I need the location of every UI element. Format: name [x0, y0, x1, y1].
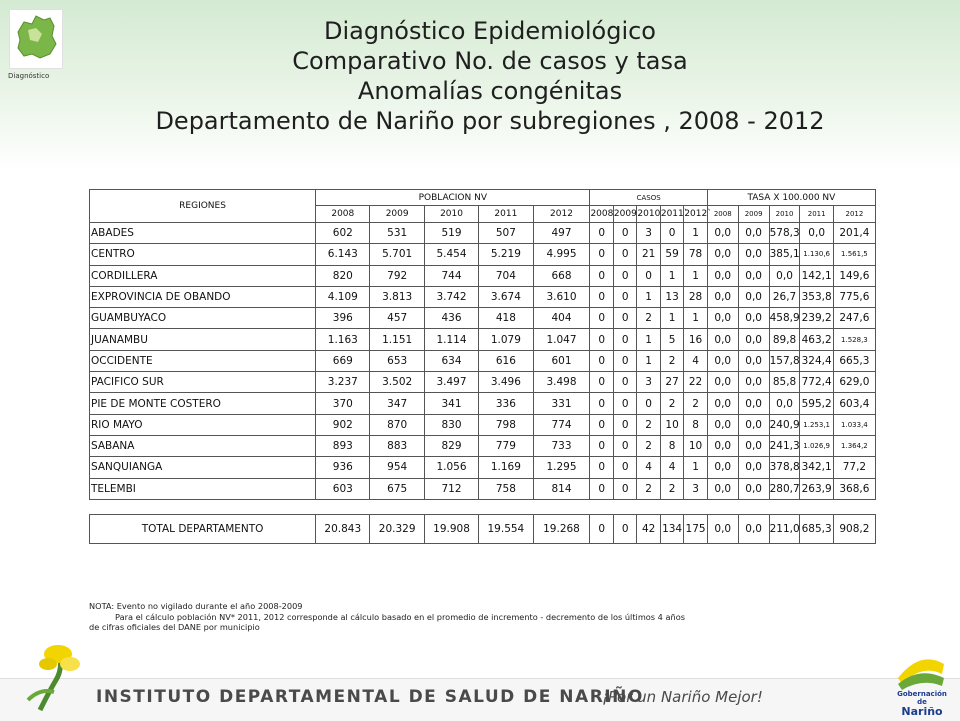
logo-caption: Diagnóstico [8, 72, 50, 80]
cases-cell: 0 [613, 265, 636, 286]
table-row [90, 435, 876, 456]
cases-cell: 1 [684, 457, 707, 478]
cases-cell: 0 [590, 286, 613, 307]
rate-cell: 0,0 [738, 514, 769, 543]
cases-cell: 13 [660, 286, 683, 307]
total-row [90, 514, 876, 543]
region-cell: CENTRO [90, 244, 316, 265]
rate-cell: 0,0 [738, 308, 769, 329]
cases-cell: 0 [590, 478, 613, 499]
institute-name: INSTITUTO DEPARTAMENTAL DE SALUD DE NARIÑO [96, 687, 644, 707]
cases-cell: 2 [684, 393, 707, 414]
region-cell: SANQUIANGA [90, 457, 316, 478]
rate-cell: 0,0 [738, 286, 769, 307]
rate-cell: 157,8 [769, 350, 800, 371]
rate-cell: 0,0 [738, 244, 769, 265]
region-cell: JUANAMBU [90, 329, 316, 350]
population-cell: 5.219 [479, 244, 533, 265]
population-cell: 436 [424, 308, 478, 329]
population-cell: 331 [533, 393, 590, 414]
population-year-header: 2010 [424, 206, 478, 223]
cases-cell: 0 [613, 372, 636, 393]
rate-cell: 629,0 [833, 372, 875, 393]
table-row [90, 223, 876, 244]
population-cell: 733 [533, 435, 590, 456]
region-cell: EXPROVINCIA DE OBANDO [90, 286, 316, 307]
region-cell: SABANA [90, 435, 316, 456]
population-cell: 336 [479, 393, 533, 414]
cases-cell: 2 [637, 435, 660, 456]
population-cell: 3.497 [424, 372, 478, 393]
population-cell: 404 [533, 308, 590, 329]
population-cell: 5.701 [370, 244, 424, 265]
table-row [90, 478, 876, 499]
cases-cell: 1 [684, 223, 707, 244]
gob-line-2: Nariño [901, 705, 943, 718]
rate-cell: 775,6 [833, 286, 875, 307]
population-cell: 954 [370, 457, 424, 478]
cases-cell: 4 [637, 457, 660, 478]
population-cell: 870 [370, 414, 424, 435]
population-cell: 893 [316, 435, 370, 456]
rate-cell: 211,0 [769, 514, 800, 543]
rate-cell: 0,0 [707, 244, 738, 265]
cases-cell: 0 [613, 457, 636, 478]
cases-cell: 10 [684, 435, 707, 456]
cases-cell: 0 [660, 223, 683, 244]
population-cell: 6.143 [316, 244, 370, 265]
cases-rates-table [89, 189, 876, 544]
rate-cell: 0,0 [707, 393, 738, 414]
cases-cell: 1 [684, 265, 707, 286]
rate-cell: 0,0 [707, 414, 738, 435]
population-cell: 601 [533, 350, 590, 371]
population-cell: 779 [479, 435, 533, 456]
cases-cell: 1 [637, 329, 660, 350]
rate-cell: 0,0 [707, 478, 738, 499]
population-cell: 883 [370, 435, 424, 456]
population-cell: 3.502 [370, 372, 424, 393]
cases-cell: 2 [637, 308, 660, 329]
population-cell: 1.295 [533, 457, 590, 478]
cases-cell: 42 [637, 514, 660, 543]
cases-cell: 3 [637, 372, 660, 393]
population-cell: 814 [533, 478, 590, 499]
population-cell: 653 [370, 350, 424, 371]
title-line-2: Comparativo No. de casos y tasa [292, 47, 688, 75]
rate-cell: 665,3 [833, 350, 875, 371]
rate-cell: 603,4 [833, 393, 875, 414]
population-cell: 19.268 [533, 514, 590, 543]
title-line-3: Anomalías congénitas [357, 77, 623, 105]
rate-cell: 0,0 [707, 350, 738, 371]
note-line-2: Para el cálculo población NV* 2011, 2012 corresponde al cálculo basado en el promedio de incremento - decremento de los últimos 4 años [115, 611, 685, 622]
population-cell: 1.151 [370, 329, 424, 350]
rate-cell: 0,0 [707, 372, 738, 393]
note-line-1: NOTA: Evento no vigilado durante el año 2008-2009 [89, 601, 303, 611]
rate-cell: 0,0 [707, 457, 738, 478]
region-cell: CORDILLERA [90, 265, 316, 286]
cases-cell: 2 [660, 393, 683, 414]
population-cell: 675 [370, 478, 424, 499]
cases-year-header: 2009 [613, 206, 636, 223]
cases-cell: 8 [684, 414, 707, 435]
cases-cell: 0 [613, 286, 636, 307]
rate-cell: 0,0 [738, 457, 769, 478]
region-cell: TELEMBI [90, 478, 316, 499]
rate-cell: 280,7 [769, 478, 800, 499]
population-cell: 3.674 [479, 286, 533, 307]
population-cell: 396 [316, 308, 370, 329]
population-cell: 3.237 [316, 372, 370, 393]
table-row [90, 350, 876, 371]
cases-cell: 0 [590, 329, 613, 350]
cases-year-header: 2008 [590, 206, 613, 223]
table-row [90, 244, 876, 265]
cases-cell: 0 [613, 308, 636, 329]
flower-emblem-icon [20, 640, 92, 718]
notes [89, 601, 889, 633]
cases-cell: 0 [613, 393, 636, 414]
rate-cell: 0,0 [769, 265, 800, 286]
population-cell: 936 [316, 457, 370, 478]
rate-cell: 1.561,5 [833, 244, 875, 265]
population-cell: 712 [424, 478, 478, 499]
rate-cell: 0,0 [738, 350, 769, 371]
gobernacion-text [894, 690, 950, 718]
cases-cell: 134 [660, 514, 683, 543]
rate-cell: 240,9 [769, 414, 800, 435]
rate-cell: 241,3 [769, 435, 800, 456]
rate-year-header: 2008 [707, 206, 738, 223]
rate-cell: 0,0 [738, 265, 769, 286]
rate-cell: 0,0 [738, 435, 769, 456]
population-cell: 603 [316, 478, 370, 499]
rate-cell: 247,6 [833, 308, 875, 329]
cases-year-header: 2012` [684, 206, 707, 223]
table-row [90, 457, 876, 478]
table-row [90, 372, 876, 393]
cases-cell: 21 [637, 244, 660, 265]
cases-cell: 0 [590, 308, 613, 329]
rate-cell: 0,0 [707, 223, 738, 244]
gob-line-1: Gobernación de [897, 690, 947, 706]
population-cell: 820 [316, 265, 370, 286]
title-line-1: Diagnóstico Epidemiológico [323, 17, 656, 45]
population-cell: 744 [424, 265, 478, 286]
rate-cell: 0,0 [738, 329, 769, 350]
population-cell: 3.610 [533, 286, 590, 307]
rate-cell: 149,6 [833, 265, 875, 286]
population-cell: 669 [316, 350, 370, 371]
cases-cell: 175 [684, 514, 707, 543]
header-row-groups [90, 190, 876, 206]
population-cell: 19.554 [479, 514, 533, 543]
population-header: POBLACION NV [316, 190, 590, 206]
rate-cell: 378,8 [769, 457, 800, 478]
table-row [90, 329, 876, 350]
cases-cell: 0 [637, 393, 660, 414]
nariño-map-icon [10, 10, 62, 68]
cases-cell: 10 [660, 414, 683, 435]
population-cell: 519 [424, 223, 478, 244]
cases-cell: 1 [660, 265, 683, 286]
cases-year-header: 2010 [637, 206, 660, 223]
cases-cell: 1 [637, 286, 660, 307]
region-cell: OCCIDENTE [90, 350, 316, 371]
cases-cell: 5 [660, 329, 683, 350]
population-cell: 1.114 [424, 329, 478, 350]
rate-cell: 0,0 [707, 308, 738, 329]
cases-cell: 4 [660, 457, 683, 478]
cases-cell: 0 [590, 244, 613, 265]
cases-cell: 8 [660, 435, 683, 456]
cases-cell: 3 [637, 223, 660, 244]
cases-cell: 0 [590, 372, 613, 393]
note-line-3: de cifras oficiales del DANE por municipio [89, 622, 260, 632]
population-cell: 798 [479, 414, 533, 435]
spacer-cell [90, 499, 876, 514]
table-row [90, 265, 876, 286]
rate-cell: 1.528,3 [833, 329, 875, 350]
population-year-header: 2012 [533, 206, 590, 223]
cases-cell: 2 [637, 414, 660, 435]
population-year-header: 2008 [316, 206, 370, 223]
rate-cell: 1.130,6 [800, 244, 833, 265]
cases-cell: 0 [637, 265, 660, 286]
table-row [90, 286, 876, 307]
cases-cell: 0 [613, 414, 636, 435]
cases-cell: 27 [660, 372, 683, 393]
population-cell: 634 [424, 350, 478, 371]
regions-header: REGIONES [90, 190, 316, 223]
rate-cell: 908,2 [833, 514, 875, 543]
population-cell: 3.742 [424, 286, 478, 307]
cases-cell: 0 [590, 414, 613, 435]
cases-cell: 4 [684, 350, 707, 371]
population-cell: 1.169 [479, 457, 533, 478]
population-cell: 19.908 [424, 514, 478, 543]
rate-cell: 0,0 [738, 414, 769, 435]
cases-header: CASOS [590, 190, 707, 206]
rate-year-header: 2009 [738, 206, 769, 223]
rate-cell: 0,0 [738, 223, 769, 244]
rate-cell: 89,8 [769, 329, 800, 350]
population-cell: 418 [479, 308, 533, 329]
cases-cell: 0 [613, 329, 636, 350]
cases-cell: 0 [590, 435, 613, 456]
population-cell: 370 [316, 393, 370, 414]
rate-cell: 0,0 [707, 435, 738, 456]
cases-cell: 16 [684, 329, 707, 350]
cases-cell: 2 [660, 478, 683, 499]
cases-cell: 22 [684, 372, 707, 393]
rate-cell: 0,0 [738, 478, 769, 499]
cases-cell: 0 [590, 457, 613, 478]
rate-cell: 0,0 [707, 514, 738, 543]
table-spacer-row [90, 499, 876, 514]
rate-year-header: 2011 [800, 206, 833, 223]
rate-cell: 85,8 [769, 372, 800, 393]
rate-cell: 1.033,4 [833, 414, 875, 435]
rate-cell: 0,0 [800, 223, 833, 244]
rate-cell: 201,4 [833, 223, 875, 244]
population-cell: 3.498 [533, 372, 590, 393]
table-row [90, 308, 876, 329]
region-cell: PIE DE MONTE COSTERO [90, 393, 316, 414]
rate-cell: 685,3 [800, 514, 833, 543]
rate-cell: 458,9 [769, 308, 800, 329]
rate-cell: 353,8 [800, 286, 833, 307]
cases-cell: 0 [613, 435, 636, 456]
cases-cell: 78 [684, 244, 707, 265]
rate-cell: 772,4 [800, 372, 833, 393]
rate-cell: 1.253,1 [800, 414, 833, 435]
population-cell: 602 [316, 223, 370, 244]
cases-year-header: 2011` [660, 206, 683, 223]
cases-cell: 0 [590, 393, 613, 414]
rate-cell: 385,1 [769, 244, 800, 265]
population-cell: 829 [424, 435, 478, 456]
rate-cell: 0,0 [769, 393, 800, 414]
population-cell: 1.056 [424, 457, 478, 478]
map-logo [9, 9, 63, 69]
rate-cell: 142,1 [800, 265, 833, 286]
population-cell: 4.109 [316, 286, 370, 307]
population-cell: 347 [370, 393, 424, 414]
population-cell: 341 [424, 393, 478, 414]
cases-cell: 0 [590, 223, 613, 244]
cases-cell: 28 [684, 286, 707, 307]
rate-cell: 263,9 [800, 478, 833, 499]
rate-cell: 324,4 [800, 350, 833, 371]
rate-cell: 578,3 [769, 223, 800, 244]
population-cell: 5.454 [424, 244, 478, 265]
population-cell: 20.329 [370, 514, 424, 543]
population-cell: 531 [370, 223, 424, 244]
population-cell: 457 [370, 308, 424, 329]
population-cell: 1.079 [479, 329, 533, 350]
region-cell: ABADES [90, 223, 316, 244]
cases-cell: 2 [660, 350, 683, 371]
rate-cell: 463,2 [800, 329, 833, 350]
population-cell: 830 [424, 414, 478, 435]
table-row [90, 393, 876, 414]
population-cell: 704 [479, 265, 533, 286]
rate-year-header: 2012 [833, 206, 875, 223]
cases-cell: 1 [660, 308, 683, 329]
rate-year-header: 2010 [769, 206, 800, 223]
population-cell: 3.813 [370, 286, 424, 307]
region-cell: TOTAL DEPARTAMENTO [90, 514, 316, 543]
rate-cell: 0,0 [738, 393, 769, 414]
rate-header: TASA X 100.000 NV [707, 190, 875, 206]
cases-cell: 0 [613, 244, 636, 265]
rate-cell: 26,7 [769, 286, 800, 307]
rate-cell: 368,6 [833, 478, 875, 499]
population-cell: 616 [479, 350, 533, 371]
rate-cell: 0,0 [738, 372, 769, 393]
population-cell: 497 [533, 223, 590, 244]
population-cell: 507 [479, 223, 533, 244]
rate-cell: 595,2 [800, 393, 833, 414]
region-cell: RIO MAYO [90, 414, 316, 435]
table-row [90, 414, 876, 435]
cases-cell: 3 [684, 478, 707, 499]
cases-cell: 1 [637, 350, 660, 371]
population-cell: 20.843 [316, 514, 370, 543]
population-cell: 902 [316, 414, 370, 435]
slogan: ¡Por un Nariño Mejor! [602, 688, 763, 706]
cases-cell: 0 [590, 350, 613, 371]
rate-cell: 342,1 [800, 457, 833, 478]
rate-cell: 1.364,2 [833, 435, 875, 456]
rate-cell: 77,2 [833, 457, 875, 478]
population-cell: 758 [479, 478, 533, 499]
population-cell: 3.496 [479, 372, 533, 393]
population-year-header: 2011 [479, 206, 533, 223]
population-cell: 1.163 [316, 329, 370, 350]
population-cell: 668 [533, 265, 590, 286]
rate-cell: 239,2 [800, 308, 833, 329]
population-cell: 792 [370, 265, 424, 286]
cases-cell: 59 [660, 244, 683, 265]
cases-cell: 0 [613, 350, 636, 371]
cases-cell: 2 [637, 478, 660, 499]
population-cell: 774 [533, 414, 590, 435]
cases-cell: 0 [613, 478, 636, 499]
region-cell: PACIFICO SUR [90, 372, 316, 393]
population-cell: 1.047 [533, 329, 590, 350]
cases-cell: 0 [590, 514, 613, 543]
population-cell: 4.995 [533, 244, 590, 265]
population-year-header: 2009 [370, 206, 424, 223]
region-cell: GUAMBUYACO [90, 308, 316, 329]
cases-cell: 0 [590, 265, 613, 286]
rate-cell: 0,0 [707, 265, 738, 286]
rate-cell: 0,0 [707, 329, 738, 350]
page-title [90, 16, 890, 136]
rate-cell: 0,0 [707, 286, 738, 307]
cases-cell: 1 [684, 308, 707, 329]
cases-cell: 0 [613, 223, 636, 244]
title-line-4: Departamento de Nariño por subregiones , 2008 - 2012 [155, 107, 825, 135]
cases-cell: 0 [613, 514, 636, 543]
rate-cell: 1.026,9 [800, 435, 833, 456]
